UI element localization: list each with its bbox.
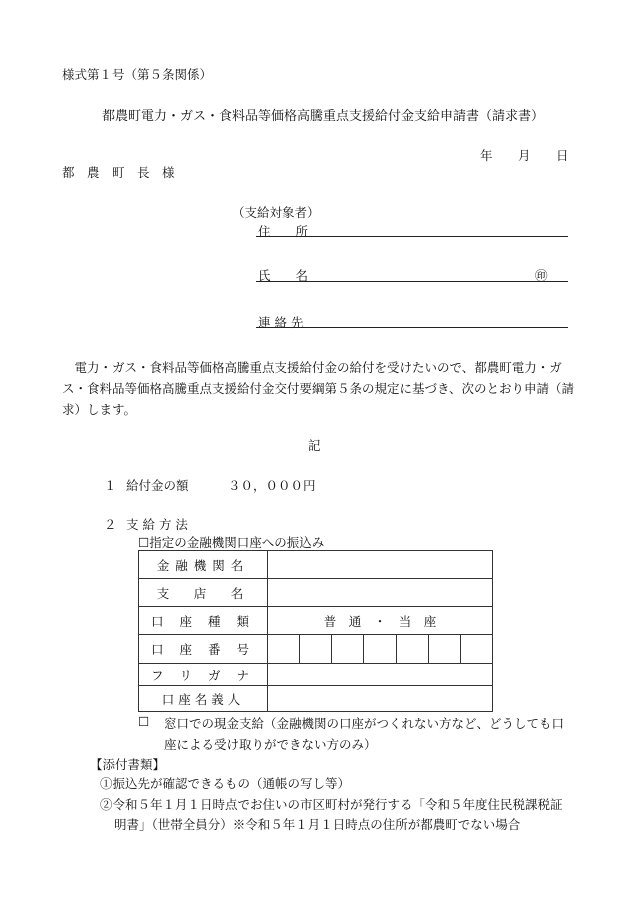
address-field[interactable] <box>256 236 568 237</box>
attachment-item2-line2: 明書」（世帯全員分）※令和５年１月１日時点の住所が都農町でない場合 <box>114 817 521 832</box>
bank-name-field[interactable] <box>268 551 493 579</box>
option-cash-checkbox[interactable]: ☐ <box>138 714 150 729</box>
contact-label: 連 絡 先 <box>258 315 304 330</box>
furigana-label: フ リ ガ ナ <box>139 664 268 686</box>
item1-number: １ <box>104 478 117 493</box>
form-number: 様式第１号（第５条関係） <box>62 67 213 82</box>
item1-amount: ３０，０００円 <box>228 478 316 493</box>
date-year: 年 <box>480 148 493 163</box>
digit-cell[interactable] <box>363 635 395 663</box>
account-type-label: 口 座 種 類 <box>139 607 268 635</box>
digit-cell[interactable] <box>428 635 460 663</box>
name-label: 氏 名 <box>258 268 309 283</box>
branch-name-label: 支 店 名 <box>139 579 268 607</box>
option-cash-line2: 座による受け取りができない方のみ） <box>164 737 377 752</box>
ki-heading: 記 <box>308 438 321 453</box>
option-cash-line1: 窓口での現金支給（金融機関の口座がつくれない方など、どうしても口 <box>164 716 565 731</box>
seal-mark: ㊞ <box>535 268 548 283</box>
item1-label: 給付金の額 <box>126 478 189 493</box>
table-row <box>139 607 493 635</box>
addressee: 都 農 町 長 様 <box>62 165 175 180</box>
bank-table <box>138 550 493 712</box>
account-holder-label: 口座名義人 <box>139 686 268 712</box>
branch-name-field[interactable] <box>268 579 493 607</box>
name-field[interactable] <box>256 281 568 282</box>
table-row <box>139 551 493 579</box>
attachment-item2-line1: ②令和５年１月１日時点でお住いの市区町村が発行する「令和５年度住民税課税証 <box>100 797 563 812</box>
digit-cell[interactable] <box>460 635 492 663</box>
digit-cell[interactable] <box>331 635 363 663</box>
digit-cell[interactable] <box>268 635 299 663</box>
account-type-value[interactable]: 普 通 ・ 当 座 <box>268 607 493 635</box>
address-label: 住 所 <box>258 224 309 239</box>
option-bank-transfer[interactable]: ☐指定の金融機関口座への振込み <box>138 535 325 550</box>
applicant-heading: （支給対象者） <box>232 205 320 220</box>
table-row <box>139 686 493 712</box>
page-title: 都農町電力・ガス・食料品等価格高騰重点支援給付金支給申請書（請求書） <box>102 109 545 124</box>
table-row <box>139 664 493 686</box>
table-row <box>139 635 493 664</box>
attachment-item1: ①振込先が確認できるもの（通帳の写し等） <box>100 776 351 791</box>
account-number-label: 口 座 番 号 <box>139 635 268 664</box>
digit-cell[interactable] <box>299 635 331 663</box>
attachments-heading: 【添付書類】 <box>90 757 166 772</box>
contact-field[interactable] <box>256 327 568 328</box>
account-holder-field[interactable] <box>268 686 493 712</box>
item2-label: 支 給 方 法 <box>126 517 188 532</box>
account-number-field[interactable] <box>268 635 493 664</box>
digit-cell[interactable] <box>396 635 428 663</box>
table-row <box>139 579 493 607</box>
furigana-field[interactable] <box>268 664 493 686</box>
date-day: 日 <box>556 148 569 163</box>
bank-name-label: 金融機関名 <box>139 551 268 579</box>
item2-number: ２ <box>104 517 117 532</box>
body-paragraph: 電力・ガス・食料品等価格高騰重点支援給付金の給付を受けたいので、都農町電力・ガス・食料品等価格高騰重点支援給付金交付要綱第５条の規定に基づき、次のとおり申請（請求）します。 <box>62 360 575 417</box>
date-month: 月 <box>518 148 531 163</box>
